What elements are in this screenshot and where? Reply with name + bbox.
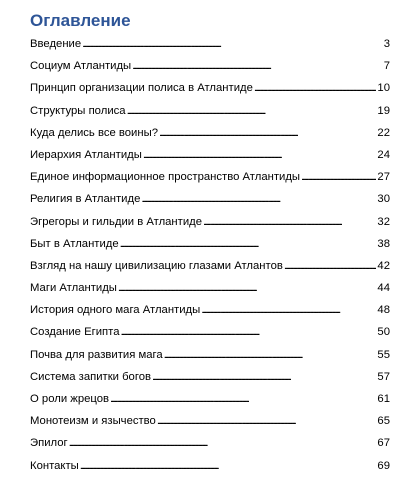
toc-entry[interactable] (30, 188, 390, 210)
toc-entry-title: Контакты (30, 459, 79, 472)
dot-leader (203, 211, 376, 233)
toc-entry-title: Взгляд на нашу цивилизацию глазами Атлантов (30, 259, 283, 272)
toc-entry-title: Религия в Атлантиде (30, 193, 141, 206)
toc-entry[interactable] (30, 388, 390, 410)
toc-list (30, 33, 390, 477)
toc-entry-page: 48 (377, 304, 390, 317)
toc-entry-title: О роли жрецов (30, 393, 110, 405)
dot-leader (118, 277, 377, 299)
dot-leader (80, 455, 377, 477)
toc-entry-title: Почва для развития мага (30, 348, 163, 361)
toc-entry-title: Социум Атлантиды (30, 60, 132, 73)
dot-leader (121, 321, 377, 343)
toc-entry[interactable] (30, 122, 390, 144)
toc-entry-title: Создание Египта (30, 326, 120, 339)
toc-entry[interactable] (30, 277, 390, 299)
toc-entry-page: 10 (377, 82, 390, 95)
toc-entry-page: 55 (377, 348, 390, 361)
toc-entry-page: 32 (377, 215, 390, 228)
toc-entry-title: Структуры полиса (30, 104, 126, 117)
toc-entry-title: Эгрегоры и гильдии в Атлантиде (30, 215, 203, 228)
toc-entry[interactable] (30, 100, 390, 122)
toc-entry-title: Иерархия Атлантиды (30, 148, 142, 161)
toc-entry-page: 67 (377, 437, 390, 450)
toc-entry-title: Быт в Атлантиде (30, 237, 119, 250)
toc-entry[interactable] (30, 77, 390, 99)
toc-entry-title: История одного мага Атлантиды (30, 304, 201, 317)
toc-entry[interactable] (30, 211, 390, 233)
toc-entry-page: 27 (377, 171, 390, 184)
dot-leader (254, 77, 377, 99)
dot-leader (82, 33, 383, 55)
toc-entry-title: Введение (30, 38, 82, 50)
dot-leader (110, 388, 376, 410)
toc-entry[interactable] (30, 321, 390, 343)
dot-leader (301, 166, 376, 188)
toc-entry-page: 65 (377, 415, 390, 428)
dot-leader (132, 55, 383, 77)
dot-leader (143, 144, 377, 166)
toc-entry[interactable] (30, 410, 390, 432)
dot-leader (127, 100, 377, 122)
toc-entry-title: Система запитки богов (30, 370, 152, 383)
toc-entry-page: 57 (377, 370, 390, 383)
toc-entry[interactable] (30, 233, 390, 255)
dot-leader (164, 344, 377, 366)
toc-entry-page: 50 (377, 326, 390, 339)
toc-entry[interactable] (30, 432, 390, 454)
dot-leader (141, 188, 376, 210)
toc-entry[interactable] (30, 366, 390, 388)
dot-leader (152, 366, 376, 388)
toc-entry-page: 61 (377, 393, 390, 405)
toc-entry-page: 69 (377, 459, 390, 472)
toc-heading: Оглавление (30, 11, 131, 30)
toc-entry-page: 22 (377, 126, 390, 139)
toc-entry[interactable] (30, 55, 390, 77)
toc-entry-title: Маги Атлантиды (30, 282, 117, 295)
toc-entry-page: 30 (377, 193, 390, 206)
toc-entry[interactable] (30, 455, 390, 477)
dot-leader (120, 233, 377, 255)
dot-leader (201, 299, 376, 321)
dot-leader (284, 255, 377, 277)
toc-entry-page: 38 (377, 237, 390, 250)
toc-entry[interactable] (30, 344, 390, 366)
table-of-contents (30, 8, 390, 477)
toc-entry[interactable] (30, 166, 390, 188)
toc-entry-page: 3 (383, 38, 390, 50)
dot-leader (157, 410, 377, 432)
toc-entry-title: Куда делись все воины? (30, 126, 158, 139)
toc-entry[interactable] (30, 144, 390, 166)
toc-entry-page: 44 (377, 282, 390, 295)
toc-entry-title: Единое информационное пространство Атлантиды (30, 171, 301, 184)
toc-entry-page: 24 (377, 148, 390, 161)
toc-entry[interactable] (30, 255, 390, 277)
toc-entry[interactable] (30, 299, 390, 321)
toc-entry-page: 19 (377, 104, 390, 117)
toc-entry[interactable] (30, 33, 390, 55)
dot-leader (159, 122, 376, 144)
dot-leader (69, 432, 377, 454)
toc-entry-title: Монотеизм и язычество (30, 415, 156, 428)
toc-entry-page: 7 (383, 60, 390, 73)
toc-entry-title: Принцип организации полиса в Атлантиде (30, 82, 253, 95)
toc-entry-title: Эпилог (30, 437, 68, 450)
toc-entry-page: 42 (377, 259, 390, 272)
